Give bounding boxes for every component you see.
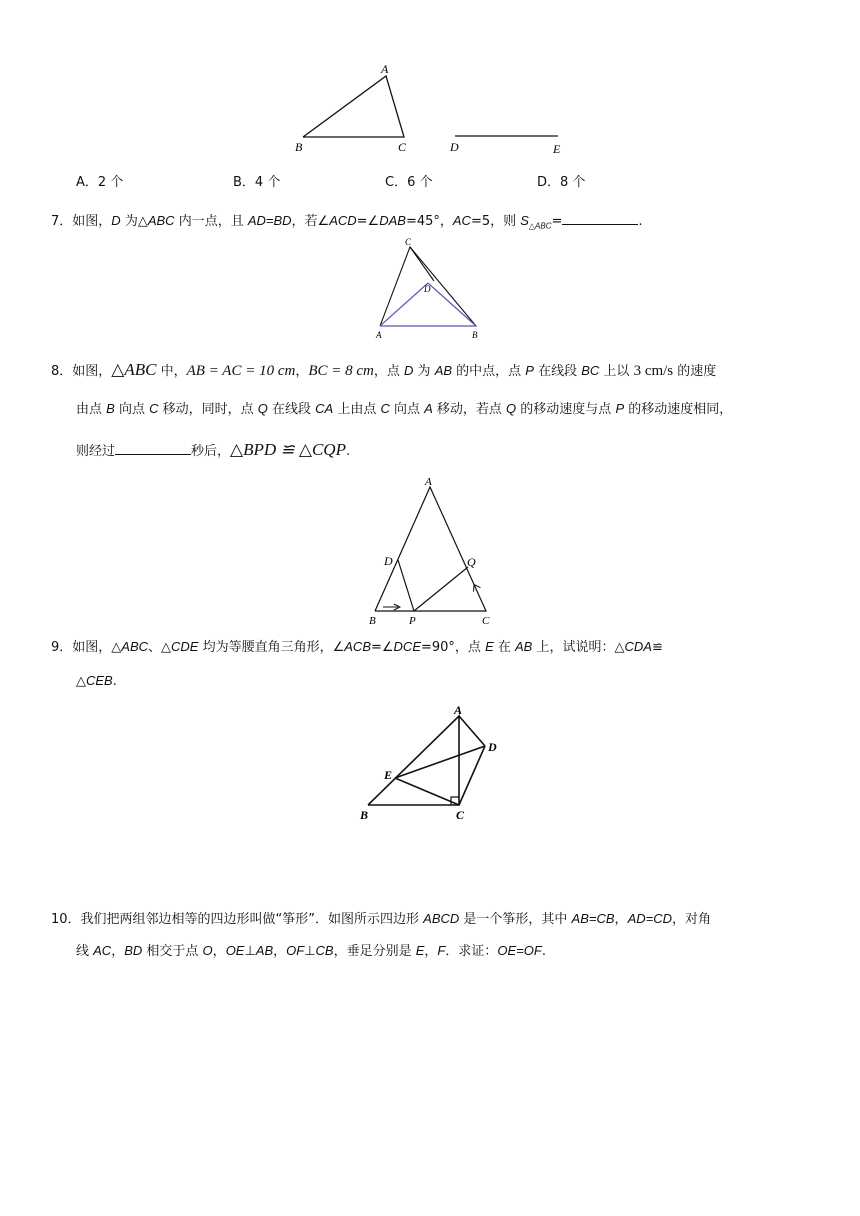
q8-number: 8． bbox=[51, 364, 73, 379]
label-c: C bbox=[398, 140, 407, 154]
option-d: D．8 个 bbox=[537, 175, 586, 190]
svg-text:Q: Q bbox=[467, 555, 476, 569]
svg-text:B: B bbox=[472, 330, 478, 340]
svg-text:P: P bbox=[409, 615, 416, 627]
svg-text:E: E bbox=[384, 768, 393, 782]
q10-number: 10． bbox=[51, 912, 81, 927]
option-c: C．6 个 bbox=[385, 175, 433, 190]
option-b: B．4 个 bbox=[233, 175, 281, 190]
svg-text:B: B bbox=[360, 808, 369, 822]
svg-text:C: C bbox=[405, 237, 412, 247]
svg-text:D: D bbox=[384, 554, 393, 568]
svg-text:A: A bbox=[454, 703, 463, 717]
svg-text:A: A bbox=[376, 330, 382, 340]
q9-number: 9． bbox=[51, 640, 73, 655]
svg-text:C: C bbox=[482, 615, 490, 627]
svg-text:B: B bbox=[369, 615, 376, 627]
svg-text:A: A bbox=[425, 476, 432, 488]
question-10-line-2: 线 AC，BD 相交于点 O，OE⊥AB，OF⊥CB，垂足分别是 E，F．求证：OE=OF. bbox=[76, 943, 546, 959]
option-a: A．2 个 bbox=[76, 175, 124, 190]
label-e: E bbox=[553, 142, 561, 156]
label-b: B bbox=[295, 140, 303, 154]
svg-text:C: C bbox=[456, 808, 465, 822]
q7-number: 7． bbox=[51, 214, 73, 229]
svg-text:D: D bbox=[424, 284, 431, 294]
question-8-line-1: 8．如图，△ABC 中，AB = AC = 10 cm，BC = 8 cm，点 D 为 AB 的中点，点 P 在线段 BC 上以 3 cm/s 的速度 bbox=[51, 360, 717, 379]
question-7: 7．如图，D 为△ABC 内一点，且 AD=BD，若∠ACD=∠DAB=45°，AC=5，则 $S_{\triangle ABC}=$ . bbox=[51, 210, 643, 236]
question-9-line-1: 9．如图，△ABC、△CDE 均为等腰直角三角形，∠ACB=∠DCE=90°，点 E 在 AB 上，试说明：△CDA≌ bbox=[51, 639, 663, 655]
question-8-line-3: 则经过 秒后，△BPD ≌ △CQP. bbox=[76, 440, 351, 459]
label-a: A bbox=[381, 62, 389, 76]
question-10-line-1: 10．我们把两组邻边相等的四边形叫做“筝形”．如图所示四边形 ABCD 是一个筝形，其中 AB=CB，AD=CD，对角 bbox=[51, 911, 712, 927]
question-8-line-2: 由点 B 向点 C 移动，同时，点 Q 在线段 CA 上由点 C 向点 A 移动，若点 Q 的移动速度与点 P 的移动速度相同， bbox=[76, 401, 733, 417]
question-9-line-2: △CEB. bbox=[76, 673, 117, 689]
label-d: D bbox=[450, 140, 459, 154]
svg-text:D: D bbox=[488, 740, 497, 754]
